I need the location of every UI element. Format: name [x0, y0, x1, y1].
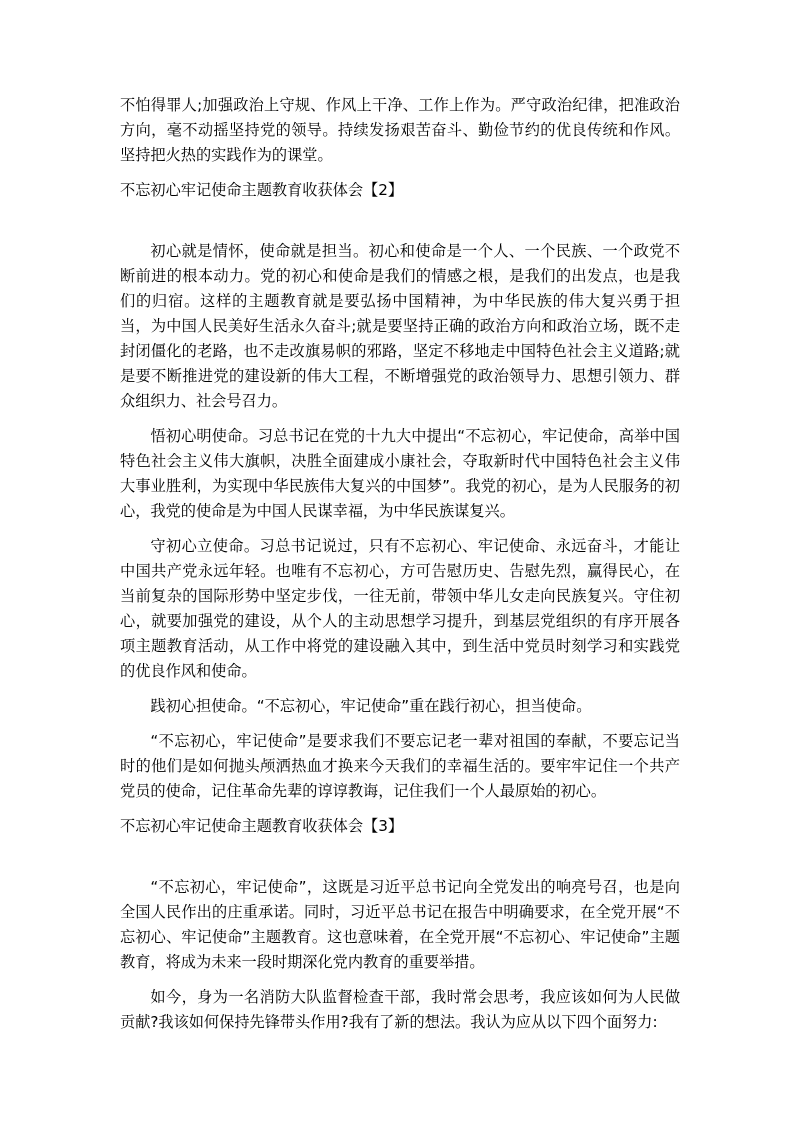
section-2-paragraph-5: “不忘初心，牢记使命”是要求我们不要忘记老一辈对祖国的奉献，不要忘记当时的他们是如何抛头颅洒热血才换来今天我们的幸福生活的。要牢牢记住一个共产党员的使命，记住革命先辈的谆谆教诲，记住我们一个人最原始的初心。 [120, 732, 680, 800]
section-3-paragraph-2: 如今，身为一名消防大队监督检查干部，我时常会思考，我应该如何为人民做贡献?我该如何保持先锋带头作用?我有了新的想法。我认为应从以下四个面努力: [120, 988, 680, 1031]
section-2-paragraph-4: 践初心担使命。“不忘初心，牢记使命”重在践行初心，担当使命。 [150, 697, 592, 715]
section-2-paragraph-3: 守初心立使命。习总书记说过，只有不忘初心、牢记使命、永远奋斗，才能让中国共产党永远年轻。也唯有不忘初心，方可告慰历史、告慰先烈，赢得民心，在当前复杂的国际形势中坚定步伐，一往无前，带领中华儿女走向民族复兴。守住初心，就要加强党的建设，从个人的主动思想学习提升，到基层党组织的有序开展各项主题教育活动，从工作中将党的建设融入其中，到生活中党员时刻学习和实践党的优良作风和使命。 [120, 537, 680, 680]
section-2-heading: 不忘初心牢记使命主题教育收获体会【2】 [120, 181, 404, 199]
intro-paragraph: 不怕得罪人;加强政治上守规、作风上干净、工作上作为。严守政治纪律，把准政治方向，毫不动摇坚持党的领导。持续发扬艰苦奋斗、勤俭节约的优良传统和作风。坚持把火热的实践作为的课堂。 [120, 96, 680, 164]
section-2-paragraph-1: 初心就是情怀，使命就是担当。初心和使命是一个人、一个民族、一个政党不断前进的根本动力。党的初心和使命是我们的情感之根，是我们的出发点，也是我们的归宿。这样的主题教育就是要弘扬中国精神，为中华民族的伟大复兴勇于担当，为中国人民美好生活永久奋斗;就是要坚持正确的政治方向和政治立场，既不走封闭僵化的老路，也不走改旗易帜的邪路，坚定不移地走中国特色社会主义道路;就是要不断推进党的建设新的伟大工程，不断增强党的政治领导力、思想引领力、群众组织力、社会号召力。 [120, 242, 680, 410]
section-2-paragraph-2: 悟初心明使命。习总书记在党的十九大中提出“不忘初心，牢记使命，高举中国特色社会主义伟大旗帜，决胜全面建成小康社会，夺取新时代中国特色社会主义伟大事业胜利，为实现中华民族伟大复兴的中国梦”。我党的初心，是为人民服务的初心，我党的使命是为中国人民谋幸福，为中华民族谋复兴。 [120, 427, 680, 520]
section-3-heading: 不忘初心牢记使命主题教育收获体会【3】 [120, 817, 404, 835]
section-3-paragraph-1: “不忘初心，牢记使命”，这既是习近平总书记向全党发出的响亮号召，也是向全国人民作出的庄重承诺。同时，习近平总书记在报告中明确要求，在全党开展“不忘初心、牢记使命”主题教育。这也意味着，在全党开展“不忘初心、牢记使命”主题教育，将成为未来一段时期深化党内教育的重要举措。 [120, 878, 680, 971]
document-body [120, 93, 680, 1035]
